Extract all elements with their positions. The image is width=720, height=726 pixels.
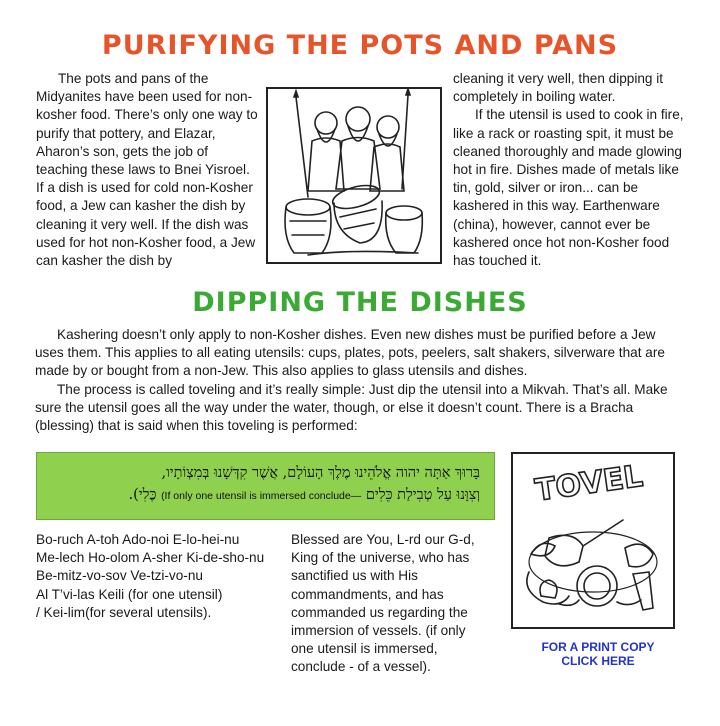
elders-pots-illustration (266, 87, 442, 264)
tovel-illustration (511, 452, 675, 629)
section2-paragraph-2: The process is called toveling and it’s really simple: Just dip the utensil into a Mikvah. That’s all. Make sure the utensil goes all the way under the water, though, or else it doesn’t count. There is a Bracha (blessing) that is said when this toveling is performed: (35, 381, 668, 434)
title-dipping: DIPPING THE DISHES (192, 287, 528, 318)
bracha-line-2-main: וְצִוָּנוּ עַל טְבִילַת כֵּלִים (365, 487, 480, 503)
section1-right-column (453, 70, 688, 270)
bracha-note: (If only one utensil is immersed conclude— (161, 490, 362, 502)
section1-right-text-1: cleaning it very well, then dipping it completely in boiling water. (453, 71, 664, 105)
transliteration-line: Bo-ruch A-toh Ado-noi E-lo-hei-nu (36, 532, 240, 547)
transliteration (36, 531, 276, 622)
transliteration-line: / Kei-lim(for several utensils). (36, 604, 212, 620)
section2-paragraph-1: Kashering doesn’t only apply to non-Kosher dishes. Even new dishes must be purified before a Jew uses them. This applies to all eating utensils: cups, plates, pots, peelers, salt shakers, silverware that are made by or bought from a non-Jew. This also applies to glass utensils and dishes. (35, 327, 665, 379)
section1-left-text: The pots and pans of the Midyanites have been used for non-kosher food. There’s only one way to purify that pottery, and Elazar, Aharon’s son, gets the job of teaching these laws to Bnei Yisroel. If a dish is used for cold non-Kosher food, a Jew can kasher the dish by cleaning it very well. If the dish was used for hot non-Kosher food, a Jew can kasher the dish by (36, 71, 258, 269)
print-link-line-1: FOR A PRINT COPY (541, 640, 655, 654)
transliteration-line: Al T’vi-las Keili (for one utensil) (36, 586, 223, 602)
transliteration-line: Be-mitz-vo-sov Ve-tzi-vo-nu (36, 568, 203, 584)
section1-left-column (36, 70, 258, 270)
title-purifying: PURIFYING THE POTS AND PANS (101, 30, 619, 61)
bracha-line-2-end: כֶּלִי). (128, 487, 157, 503)
bracha-line-2 (51, 484, 480, 507)
translation: Blessed are You, L-rd our G-d, King of the universe, who has sanctified us with His commandments, and has commanded us regarding the immersion of vessels. (if only one utensil is immersed, conclude - of a vessel). (291, 532, 475, 675)
bracha-line-1: בָּרוּךְ אַתָּה יהוה אֱלֹהֵינוּ מֶלֶךְ הָעוֹלָם, אֲשֶׁר קִדְּשָׁנוּ בְּמִצְוֹתָיו, (161, 465, 480, 481)
transliteration-line: Me-lech Ho-olom A-sher Ki-de-sho-nu (36, 550, 265, 566)
tovel-dishes-drawing-icon (513, 454, 673, 627)
print-link-line-2: CLICK HERE (561, 654, 635, 668)
print-copy-link[interactable] (511, 640, 685, 668)
bracha-box (36, 452, 495, 520)
tovel-word: TOVEL (533, 458, 645, 509)
section2-body (35, 326, 687, 435)
section1-right-text-2: If the utensil is used to cook in fire, like a rack or roasting spit, it must be cleaned thoroughly and made glowing hot in fire. Dishes made of metals like tin, gold, silver or iron... can be kashered in this way. Earthenware (china), however, cannot ever be kashered once hot non-Kosher food has touched it. (453, 107, 684, 269)
elders-pots-drawing-icon (268, 89, 440, 262)
